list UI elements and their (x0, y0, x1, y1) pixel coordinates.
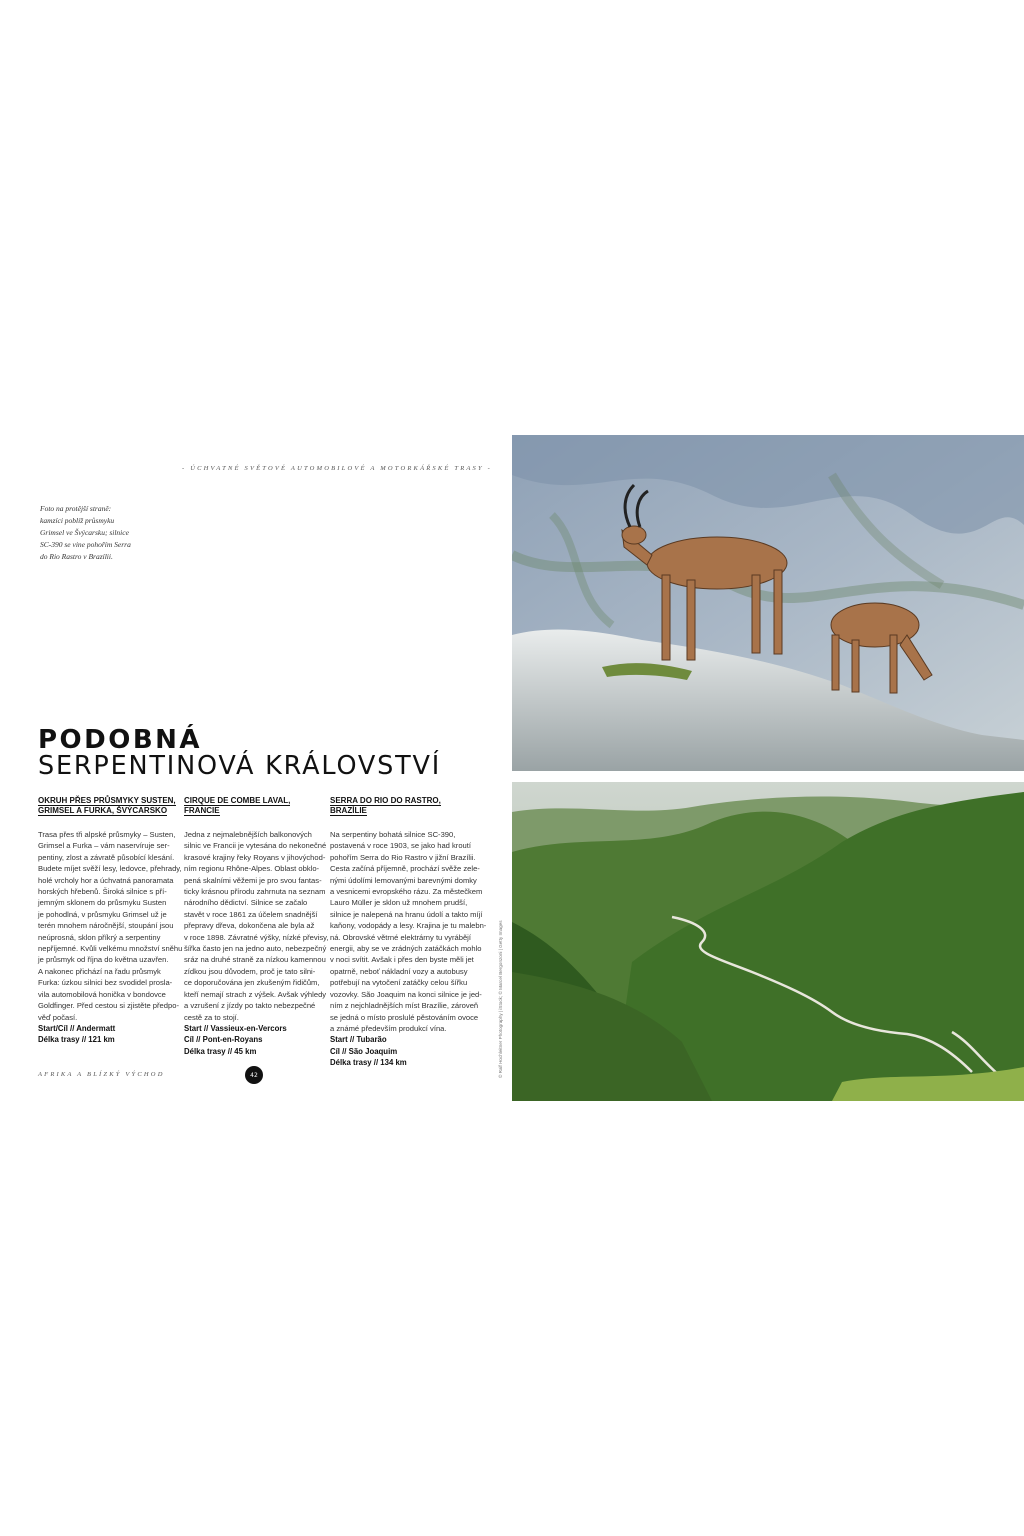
route-heading (38, 796, 178, 829)
route-facts (330, 1034, 470, 1068)
body-line: a vesnicemi evropského rázu. Za městečkem (330, 887, 483, 897)
body-line: stavět v roce 1861 za účelem snadnější (184, 909, 318, 919)
fact-label: Délka trasy // (184, 1046, 235, 1056)
route-end (330, 1046, 470, 1057)
fact-label: Cíl // (184, 1035, 203, 1045)
fact-label: Start // (330, 1035, 357, 1045)
route-start (184, 1023, 324, 1034)
fact-value: São Joaquim (348, 1046, 398, 1056)
photo-caption (40, 503, 190, 563)
body-line: kaňony, vodopády a lesy. Krajina je tu malebn- (330, 921, 487, 931)
body-line: energii, aby se ve zrádných zatáčkách mohlo (330, 944, 482, 954)
body-line: ním z nejchladnějších míst Brazílie, zároveň (330, 1001, 479, 1011)
body-line: pentiny, zlost a závratě působící klesání. (38, 852, 175, 862)
route-heading-line: OKRUH PŘES PRŮSMYKY SUSTEN, (38, 796, 176, 805)
fact-label: Délka trasy // (330, 1058, 381, 1068)
body-line: cestě za to stojí. (184, 1012, 239, 1022)
caption-line: Grimsel ve Švýcarsku; silnice (40, 528, 129, 537)
route-heading-line: CIRQUE DE COMBE LAVAL, (184, 796, 291, 805)
fact-label: Délka trasy // (38, 1035, 89, 1045)
body-line: Trasa přes tři alpské průsmyky – Susten, (38, 830, 176, 839)
section-footer: AFRIKA A BLÍZKÝ VÝCHOD (38, 1071, 165, 1078)
fact-value: Vassieux-en-Vercors (210, 1023, 287, 1033)
body-line: věď počasí. (38, 1012, 78, 1022)
serra-illustration (512, 782, 1024, 1101)
photo-credit: © Ralf Hochleitner Photography | iStock; © Marcel Bergonzoni | Getty Images (498, 920, 503, 1078)
route-heading-line: FRANCIE (184, 806, 220, 815)
fact-value: 45 km (234, 1046, 257, 1056)
body-line: zídkou jsou důvodem, proč je tato silni- (184, 966, 316, 976)
body-line: pohořím Serra do Rio Rastro v jižní Brazílii. (330, 852, 476, 862)
route-end (184, 1034, 324, 1045)
body-line: silnice je nalepená na hranu údolí a takto míjí (330, 909, 483, 919)
chamois-photo (512, 435, 1024, 771)
fact-value: Pont-en-Royans (202, 1035, 263, 1045)
body-line: Grimsel a Furka – vám naservíruje ser- (38, 841, 170, 851)
route-length (38, 1034, 178, 1045)
route-length (184, 1046, 324, 1057)
route-column-switzerland (38, 796, 183, 1046)
body-line: a známé především produkcí vína. (330, 1023, 447, 1033)
caption-line: do Rio Rastro v Brazílii. (40, 552, 113, 561)
body-line: a vzrušení z jízdy po takto nebezpečné (184, 1001, 316, 1011)
running-head: - ÚCHVATNÉ SVĚTOVÉ AUTOMOBILOVÉ A MOTORKÁŘSKÉ TRASY - (182, 465, 492, 472)
fact-value: 121 km (88, 1035, 115, 1045)
title-line-1: PODOBNÁ (38, 725, 203, 755)
body-line: šířka často jen na jedno auto, nebezpečný (184, 944, 327, 954)
body-line: ním regionu Rhône-Alpes. Oblast obklo- (184, 864, 320, 874)
body-line: tickу krásnou přírodu zahrnuta na seznam (184, 887, 326, 897)
body-line: kteří nemají strach z výšek. Avšak výhledy (184, 989, 327, 999)
body-line: Furka: úzkou silnici bez svodidel proslа- (38, 978, 173, 988)
body-line: opatrně, neboť nákladní vozy a autobusy (330, 966, 468, 976)
body-line: holé vrcholy hor a úchvatná panoramata (38, 875, 174, 885)
route-heading-line: BRAZÍLIE (330, 806, 367, 815)
route-start (330, 1034, 470, 1045)
caption-line: SC-390 se vine pohořím Serra (40, 540, 131, 549)
route-column-france (184, 796, 329, 1057)
fact-value: 134 km (380, 1058, 407, 1068)
body-line: Jedna z nejmalebnějších balkonových (184, 830, 312, 839)
fact-label: Start/Cíl // (38, 1023, 77, 1033)
body-line: ce doporučována jen zkušeným řidičům, (184, 978, 320, 988)
chamois-illustration (512, 435, 1024, 771)
body-line: vozovky. São Joaquim na konci silnice je jed- (330, 989, 482, 999)
body-line: Cesta začíná příjemně, prochází svěže zele- (330, 864, 480, 874)
caption-line: Foto na protější straně: (40, 504, 112, 513)
body-line: v roce 1898. Závratné výšky, nízké převisy, (184, 932, 329, 942)
route-facts (38, 1023, 178, 1046)
body-line: přepravy dřeva, dokončena ale byla až (184, 921, 315, 931)
body-line: Budete míjet svěží lesy, ledovce, přehrady, (38, 864, 182, 874)
body-line: neúprosná, sklon příkrý a serpentiny (38, 932, 161, 942)
body-line: terén mnohem náročnější, stoupání jsou (38, 921, 174, 931)
serra-road-photo (512, 782, 1024, 1101)
body-line: nými údolími lemovanými barevnými domky (330, 875, 477, 885)
article-title (38, 727, 441, 780)
route-facts (184, 1023, 324, 1057)
route-heading-line: SERRA DO RIO DO RASTRO, (330, 796, 441, 805)
body-line: se jedná o místo proslulé pěstováním ovoce (330, 1012, 479, 1022)
body-line: ná. Obrovské větrné elektrárny tu vyrábějí (330, 932, 471, 942)
body-line: Na serpentiny bohatá silnice SC-390, (330, 830, 456, 839)
body-line: vila automobilová honička v bondovce (38, 989, 166, 999)
body-line: Goldfinger. Před cestou si zjistěte předpo- (38, 1001, 179, 1011)
body-line: sráz na druhé straně za nízkou kamennou (184, 955, 326, 965)
body-line: A nakonec přichází na řadu průsmyk (38, 966, 161, 976)
body-line: postavená v roce 1903, se jako had kroutí (330, 841, 471, 851)
body-line: horských hřebenů. Široká silnice s pří- (38, 887, 167, 897)
route-start-end (38, 1023, 178, 1034)
body-line: potřebují na vytočení zatáčky celou šířku (330, 978, 468, 988)
body-line: národního dědictví. Silnice se začalo (184, 898, 308, 908)
body-line: nepříjemné. Kvůli velkému množství sněhu (38, 944, 183, 954)
route-description (184, 829, 329, 1023)
body-line: silnic ve Francii je vytesána do nekonečné (184, 841, 327, 851)
body-line: Lauro Müller je sklon už mnohem prudší, (330, 898, 468, 908)
fact-label: Start // (184, 1023, 211, 1033)
body-line: krasové krajiny řeky Royans v jihovýchod- (184, 852, 326, 862)
body-line: pená skalními věžemi je pro svou fantas- (184, 875, 322, 885)
caption-line: kamzíci poblíž průsmyku (40, 516, 115, 525)
page-number-badge: 42 (245, 1066, 263, 1084)
route-description (330, 829, 487, 1034)
fact-label: Cíl // (330, 1046, 349, 1056)
fact-value: Andermatt (76, 1023, 116, 1033)
route-length (330, 1057, 470, 1068)
route-column-brazil (330, 796, 487, 1069)
route-heading-line: GRIMSEL A FURKA, ŠVÝCARSKO (38, 806, 168, 815)
route-heading (330, 796, 470, 829)
body-line: v noci svítit. Avšak i přes den byste měli jet (330, 955, 474, 965)
route-heading (184, 796, 324, 829)
title-line-2: SERPENTINOVÁ KRÁLOVSTVÍ (38, 751, 442, 781)
body-line: je pohodlná, v průsmyku Grimsel už je (38, 909, 167, 919)
fact-value: Tubarão (356, 1035, 387, 1045)
body-line: jemným sklonem do průsmyku Susten (38, 898, 167, 908)
body-line: je průsmyk od října do května uzavřen. (38, 955, 169, 965)
route-description (38, 829, 183, 1023)
